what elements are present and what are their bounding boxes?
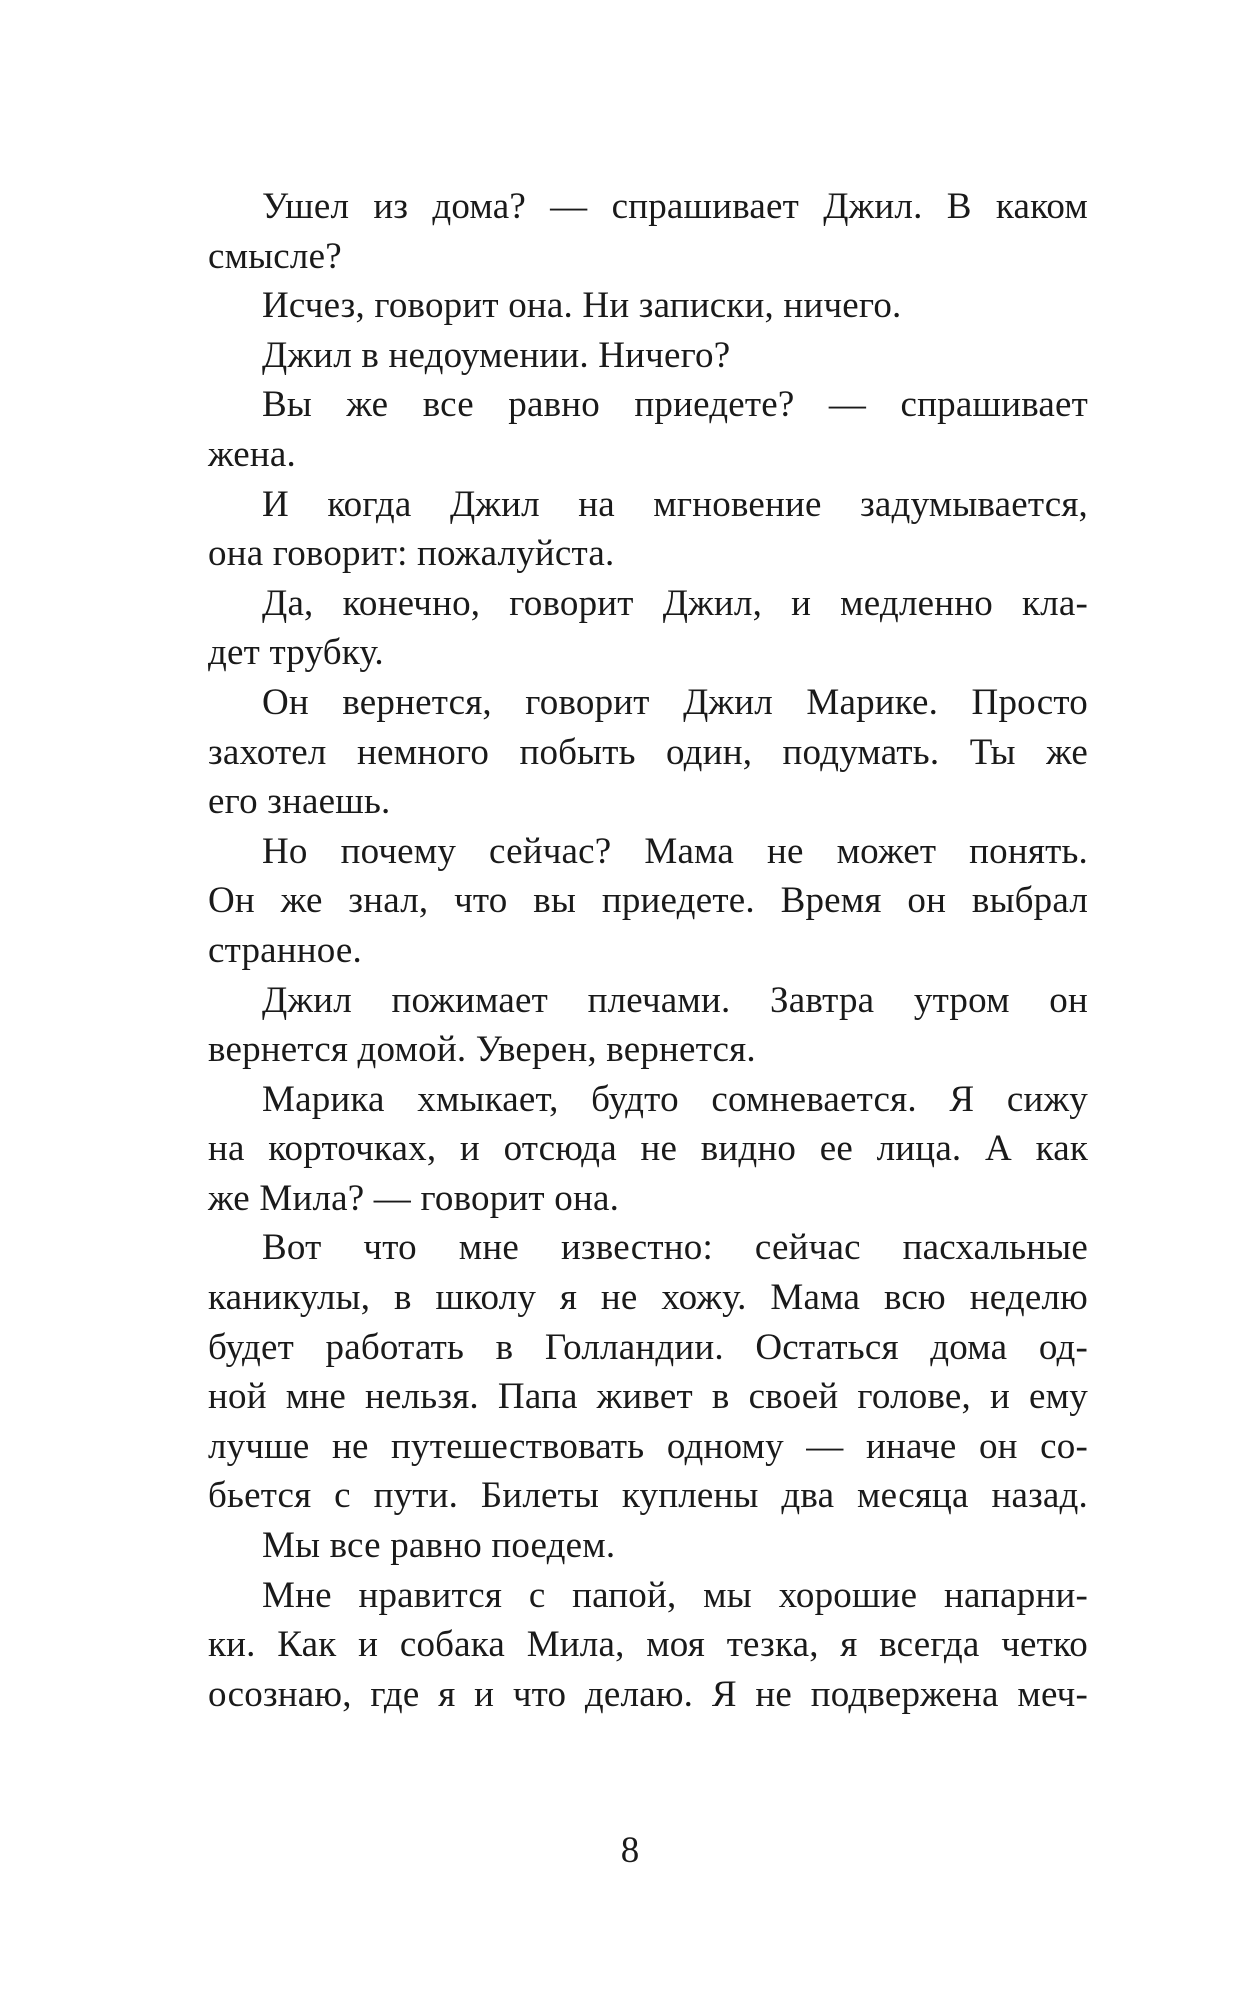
text-line: вернется домой. Уверен, вернется. [208,1029,756,1071]
text-line: захотел немного побыть один, подумать. Ты же [208,731,1088,773]
text-line: на корточках, и отсюда не видно ее лица. А как [208,1128,1088,1170]
text-line: Да, конечно, говорит Джил, и медленно кла- [262,582,1088,624]
text-line: Джил пожимает плечами. Завтра утром он [262,979,1088,1021]
text-line: будет работать в Голландии. Остаться дома од- [208,1326,1088,1368]
text-line: жена. [208,433,296,475]
text-line: Он вернется, говорит Джил Марике. Просто [262,681,1088,723]
text-line: она говорит: пожалуйста. [208,533,615,575]
text-line: Марика хмыкает, будто сомневается. Я сижу [262,1078,1088,1120]
text-line: Исчез, говорит она. Ни записки, ничего. [262,285,902,327]
text-line: И когда Джил на мгновение задумывается, [262,483,1088,525]
text-line: Вот что мне известно: сейчас пасхальные [262,1227,1088,1269]
text-line: его знаешь. [208,781,391,823]
text-line: Ушел из дома? — спрашивает Джил. В каком [262,186,1088,227]
text-line: каникулы, в школу я не хожу. Мама всю неделю [208,1277,1088,1319]
text-line: осознаю, где я и что делаю. Я не подвержена меч- [208,1673,1088,1715]
text-line: смысле? [208,235,342,277]
page-number: 8 [620,1830,640,1871]
text-line: же Мила? — говорит она. [208,1177,620,1219]
text-line: Мне нравится с папой, мы хорошие напарни- [262,1574,1088,1616]
text-line: Джил в недоумении. Ничего? [262,334,731,376]
text-line: ки. Как и собака Мила, моя тезка, я всегда четко [208,1624,1088,1666]
text-line: Вы же все равно приедете? — спрашивает [262,384,1088,426]
text-line: ной мне нельзя. Папа живет в своей голове, и ему [208,1376,1088,1418]
body-text [208,182,1088,1719]
text-line: Но почему сейчас? Мама не может понять. [262,830,1088,872]
text-line: странное. [208,929,362,971]
text-line: Мы все равно поедем. [262,1525,616,1567]
text-line: лучше не путешествовать одному — иначе он со- [208,1425,1088,1467]
text-line: дет трубку. [208,632,384,674]
text-line: Он же знал, что вы приедете. Время он выбрал [208,880,1088,922]
text-line: бьется с пути. Билеты куплены два месяца назад. [208,1475,1088,1517]
